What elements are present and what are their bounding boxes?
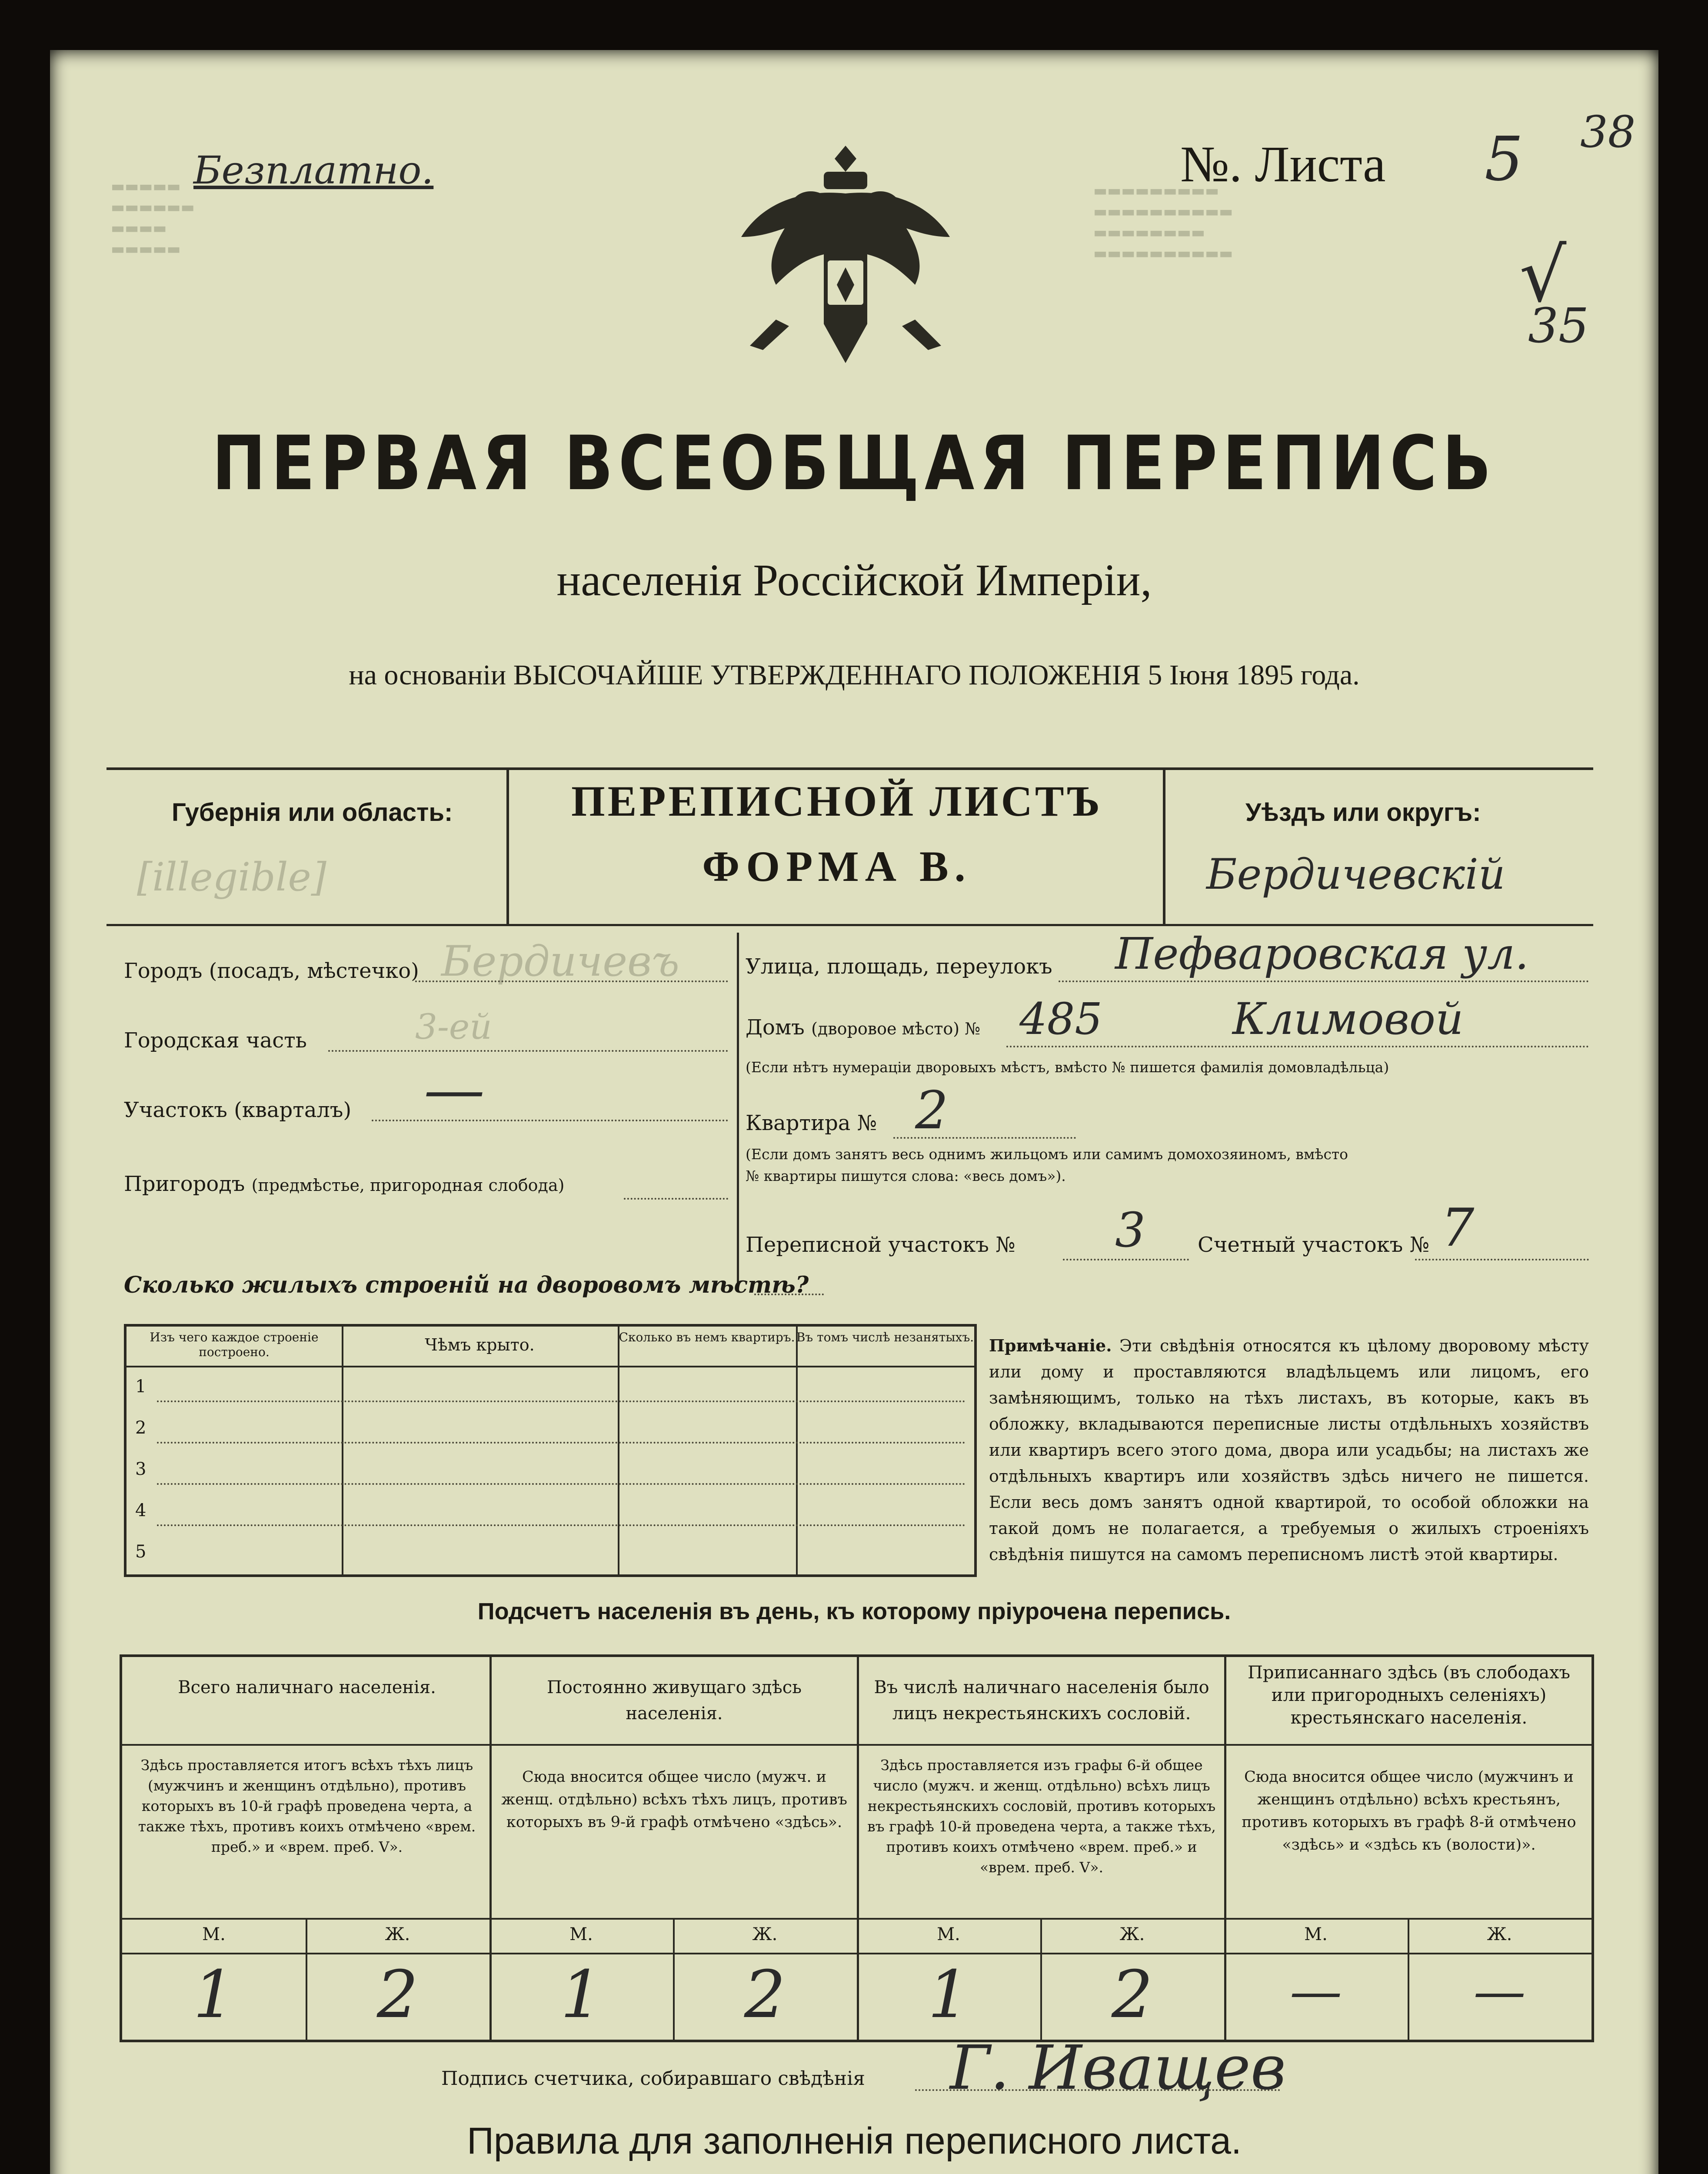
male-label: М. bbox=[202, 1924, 226, 1944]
female-label: Ж. bbox=[1487, 1924, 1512, 1944]
non-peasant-female: 2 bbox=[1111, 1957, 1153, 2033]
census-subtitle: населенія Россійской Имперіи, bbox=[556, 555, 1152, 605]
suburb-note: (предмѣстье, пригородная слобода) bbox=[251, 1176, 565, 1195]
field-line bbox=[372, 1120, 728, 1121]
divider bbox=[107, 924, 1593, 926]
divider bbox=[122, 1744, 1591, 1746]
apartment-label: Квартира № bbox=[746, 1111, 877, 1135]
divider bbox=[618, 1327, 619, 1574]
rules-title: Правила для заполненія переписного листа. bbox=[467, 2120, 1242, 2162]
divider bbox=[737, 933, 739, 1289]
city-part-value: 3-ей bbox=[415, 1007, 492, 1047]
buildings-col-roof: Чѣмъ крыто. bbox=[425, 1335, 535, 1354]
sheet-number-value: 5 bbox=[1485, 124, 1524, 195]
permanent-female: 2 bbox=[744, 1957, 786, 2033]
male-label: М. bbox=[937, 1924, 960, 1944]
female-label: Ж. bbox=[752, 1924, 778, 1944]
buildings-col-vacant: Въ томъ числѣ незанятыхъ. bbox=[796, 1330, 974, 1344]
apartment-footnote-2: № квартиры пишутся слова: «весь домъ»). bbox=[746, 1167, 1066, 1184]
suburb-label bbox=[124, 1172, 564, 1196]
permanent-male: 1 bbox=[560, 1957, 602, 2033]
house-label bbox=[746, 1015, 980, 1040]
census-legal-basis: на основаніи ВЫСОЧАЙШЕ УТВЕРЖДЕННАГО ПОЛОЖЕНІЯ 5 Іюня 1895 года. bbox=[349, 659, 1360, 691]
count-district-label: Счетный участокъ № bbox=[1198, 1233, 1430, 1257]
sheet-number-label: №. Листа bbox=[1180, 136, 1386, 193]
building-row-number: 4 bbox=[135, 1500, 146, 1520]
divider bbox=[127, 1366, 974, 1367]
row-line bbox=[157, 1524, 966, 1526]
city-label: Городъ (посадъ, мѣстечко) bbox=[124, 959, 419, 983]
peasant-male: — bbox=[1290, 1961, 1342, 2022]
margin-note-check: √ bbox=[1519, 233, 1567, 319]
house-number-value: 485 bbox=[1019, 994, 1102, 1044]
form-title: ПЕРЕПИСНОЙ ЛИСТЪ bbox=[571, 777, 1103, 825]
field-line bbox=[415, 980, 728, 982]
census-district-value: 3 bbox=[1115, 1202, 1145, 1258]
gubernia-value: [illegible] bbox=[137, 854, 326, 900]
pop-col-2-desc: Сюда вносится общее число (мужч. и женщ. отдѣльно) всѣхъ тѣхъ лицъ, противъ которыхъ въ 9-й графѣ отмѣчено «здѣсь». bbox=[501, 1768, 847, 1831]
male-label: М. bbox=[569, 1924, 593, 1944]
city-value: Бердичевъ bbox=[441, 937, 679, 986]
population-table bbox=[120, 1654, 1594, 2042]
street-label: Улица, площадь, переулокъ bbox=[746, 954, 1052, 979]
bleed-through-text: ▬▬▬▬▬ ▬▬▬▬▬▬ ▬▬▬▬ ▬▬▬▬▬ bbox=[111, 178, 195, 258]
pop-col-1-header: Всего наличнаго населенія. bbox=[178, 1677, 436, 1697]
total-present-male: 1 bbox=[193, 1957, 235, 2033]
building-row-number: 3 bbox=[135, 1459, 146, 1479]
field-line bbox=[893, 1137, 1076, 1139]
street-value: Пефваровская ул. bbox=[1115, 928, 1529, 979]
form-type: ФОРМА В. bbox=[702, 842, 972, 890]
field-line bbox=[1059, 980, 1589, 982]
pop-col-3-desc: Здѣсь проставляется изъ графы 6-й общее число (мужч. и женщ. отдѣльно) всѣхъ лицъ некрестьянскихъ сословій, противъ которыхъ въ графѣ 10-й проведена черта, а также тѣхъ, противъ коихъ отмѣчено «врем. преб.» и «врем. преб. V». bbox=[867, 1757, 1216, 1876]
buildings-col-apartments: Сколько въ немъ квартиръ. bbox=[619, 1330, 795, 1344]
buildings-col-material: Изъ чего каждое строеніе построено. bbox=[150, 1330, 319, 1359]
total-present-female: 2 bbox=[376, 1957, 419, 2033]
divider bbox=[796, 1327, 798, 1574]
field-line bbox=[624, 1198, 728, 1200]
buildings-note bbox=[989, 1333, 1589, 1567]
district-label: Участокъ (кварталъ) bbox=[124, 1098, 352, 1122]
census-main-title: ПЕРВАЯ ВСЕОБЩАЯ ПЕРЕПИСЬ bbox=[212, 420, 1497, 507]
pop-col-3-header: Въ числѣ наличнаго населенія было лицъ некрестьянскихъ сословій. bbox=[874, 1677, 1209, 1724]
row-line bbox=[157, 1442, 966, 1444]
divider bbox=[342, 1327, 343, 1574]
field-line bbox=[754, 1294, 824, 1295]
bleed-through-text: ▬▬▬▬▬▬▬▬▬ ▬▬▬▬▬▬▬▬▬▬ ▬▬▬▬▬▬▬▬ ▬▬▬▬▬▬▬▬▬▬ bbox=[1093, 182, 1233, 262]
margin-note-2: 35 bbox=[1528, 298, 1589, 353]
field-line bbox=[915, 2089, 1280, 2091]
row-line bbox=[157, 1400, 966, 1402]
gubernia-label: Губернія или область: bbox=[172, 798, 453, 827]
female-label: Ж. bbox=[385, 1924, 410, 1944]
house-label-text: Домъ bbox=[746, 1015, 805, 1040]
building-row-number: 2 bbox=[135, 1418, 146, 1438]
uezd-label: Уѣздъ или округъ: bbox=[1245, 798, 1481, 827]
pop-col-4-desc: Сюда вносится общее число (мужчинъ и женщинъ отдѣльно) всѣхъ крестьянъ, противъ которыхъ въ графѣ 8-й отмѣчено «здѣсь» и «здѣсь къ (волости)». bbox=[1242, 1768, 1576, 1854]
count-district-value: 7 bbox=[1441, 1198, 1475, 1258]
census-sheet bbox=[50, 50, 1658, 2174]
divider bbox=[1163, 767, 1165, 924]
field-line bbox=[1415, 1259, 1589, 1260]
apartment-value: 2 bbox=[915, 1080, 949, 1141]
divider bbox=[122, 1953, 1591, 1954]
signature-label: Подпись счетчика, собиравшаго свѣдѣнія bbox=[441, 2067, 865, 2090]
pop-col-2-header: Постоянно живущаго здѣсь населенія. bbox=[547, 1677, 802, 1724]
population-title: Подсчетъ населенія въ день, къ которому пріурочена перепись. bbox=[477, 1598, 1231, 1624]
row-line bbox=[157, 1483, 966, 1485]
pop-col-1-desc: Здѣсь проставляется итогъ всѣхъ тѣхъ лицъ (мужчинъ и женщинъ отдѣльно), противъ которыхъ въ 10-й графѣ проведена черта, а также тѣхъ, противъ коихъ отмѣчено «врем. преб.» и «врем. преб. V». bbox=[138, 1757, 476, 1855]
buildings-question: Сколько жилыхъ строеній на дворовомъ мѣстѣ? bbox=[124, 1272, 809, 1298]
uezd-value: Бердичевскій bbox=[1206, 850, 1505, 899]
house-footnote: (Если нѣтъ нумераціи дворовыхъ мѣстъ, вмѣсто № пишется фамилія домовладѣльца) bbox=[746, 1059, 1389, 1076]
field-line bbox=[1063, 1259, 1189, 1260]
male-label: М. bbox=[1304, 1924, 1328, 1944]
house-owner-value: Климовой bbox=[1232, 994, 1464, 1044]
suburb-label-text: Пригородъ bbox=[124, 1172, 245, 1196]
census-district-label: Переписной участокъ № bbox=[746, 1233, 1015, 1257]
enumerator-signature: Г. Иващев bbox=[950, 2033, 1286, 2104]
house-note: (дворовое мѣсто) № bbox=[811, 1019, 981, 1038]
buildings-table bbox=[124, 1324, 977, 1577]
apartment-footnote-1: (Если домъ занятъ весь однимъ жильцомъ или самимъ домохозяиномъ, вмѣсто bbox=[746, 1146, 1348, 1163]
free-label: Безплатно. bbox=[193, 148, 434, 193]
district-dash: — bbox=[424, 1054, 485, 1125]
building-row-number: 1 bbox=[135, 1377, 146, 1397]
building-row-number: 5 bbox=[135, 1542, 146, 1562]
peasant-female: — bbox=[1473, 1961, 1526, 2022]
note-title: Примѣчаніе. bbox=[989, 1336, 1112, 1355]
divider bbox=[107, 767, 1593, 770]
pop-col-4-header: Приписаннаго здѣсь (въ слободахъ или пригородныхъ селеніяхъ) крестьянскаго населенія. bbox=[1248, 1663, 1570, 1728]
divider bbox=[122, 1918, 1591, 1920]
field-line bbox=[328, 1050, 728, 1052]
non-peasant-male: 1 bbox=[928, 1957, 969, 2033]
female-label: Ж. bbox=[1119, 1924, 1145, 1944]
city-part-label: Городская часть bbox=[124, 1028, 307, 1053]
divider bbox=[506, 767, 509, 924]
margin-note-1: 38 bbox=[1580, 107, 1636, 157]
coat-of-arms-emblem bbox=[724, 137, 967, 380]
note-text: Эти свѣдѣнія относятся къ цѣлому дворовому мѣсту или дому и проставляются владѣльцемъ или лицомъ, его замѣняющимъ, только на тѣхъ листахъ, въ которые, какъ въ обложку, вкладываются переписные листы отдѣльныхъ хозяйствъ или квартиръ всего этого дома, двора или усадьбы; на листахъ же отдѣльныхъ квартиръ или хозяйствъ здѣсь ничего не пишется. Если весь домъ занятъ одной квартирой, то особой обложки на такой домъ не полагается, а требуемыя о жилыхъ строеніяхъ свѣдѣнія пишутся на самомъ переписномъ листѣ этой квартиры. bbox=[989, 1336, 1589, 1564]
field-line bbox=[1006, 1046, 1589, 1047]
